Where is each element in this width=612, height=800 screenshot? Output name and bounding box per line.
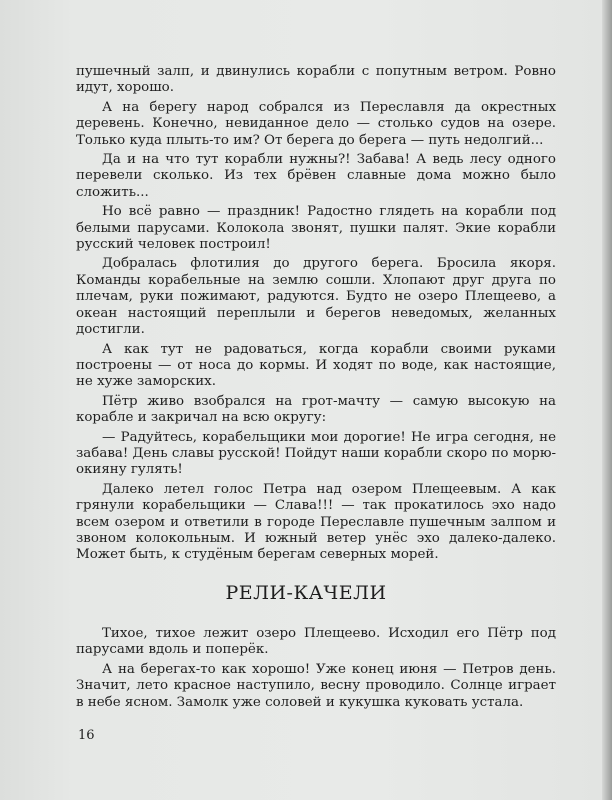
page-number: 16 <box>78 728 95 743</box>
section-title: РЕЛИ-КАЧЕЛИ <box>225 582 387 604</box>
paragraph: А на берегу народ собрался из Переславля да окрестных деревень. Конечно, невиданное дело — столько судов на озере. Только куда плыть-то им? От берега до берега — путь недолгий... <box>76 99 556 148</box>
paragraph: Но всё равно — праздник! Радостно глядеть на корабли под белыми парусами. Колокола звонят, пушки палят. Экие корабли русский человек построил! <box>76 204 556 253</box>
paragraph: — Радуйтесь, корабельщики мои дорогие! Не игра сегодня, не забава! День славы русской! Пойдут наши корабли скоро по морю-окияну гулять! <box>76 429 556 478</box>
section-text <box>76 626 556 711</box>
paragraph: Тихое, тихое лежит озеро Плещеево. Исходил его Пётр под парусами вдоль и поперёк. <box>76 626 556 658</box>
paragraph: А как тут не радоваться, когда корабли своими руками построены — от носа до кормы. И ходят по воде, как настоящие, не хуже заморских. <box>76 341 556 390</box>
paragraph: Далеко летел голос Петра над озером Плещеевым. А как грянули корабельщики — Слава!!! — так прокатилось эхо надо всем озером и ответили в городе Переславле пушечным залпом и звоном колокольным. И южный ветер унёс эхо далеко-далеко. Может быть, к студёным берегам северных морей. <box>76 481 556 563</box>
paragraph: пушечный залп, и двинулись корабли с попутным ветром. Ровно идут, хорошо. <box>76 64 556 96</box>
paragraph: А на берегах-то как хорошо! Уже конец июня — Петров день. Значит, лето красное наступило, весну проводило. Солнце играет в небе ясном. Замолк уже соловей и кукушка куковать устала. <box>76 661 556 710</box>
page-edge-shadow <box>602 0 612 800</box>
paragraph: Добралась флотилия до другого берега. Бросила якоря. Команды корабельные на землю сошли. Хлопают друг друга по плечам, руки пожимают, радуются. Будто не озеро Плещеево, а океан настоящий переплыли и берегов неведомых, желанных достигли. <box>76 256 556 338</box>
paragraph: Пётр живо взобрался на грот-мачту — самую высокую на корабле и закричал на всю округу: <box>76 393 556 426</box>
paragraph: Да и на что тут корабли нужны?! Забава! А ведь лесу одного перевели сколько. Из тех брёвен славные дома можно было сложить... <box>76 152 556 200</box>
main-text <box>76 64 556 564</box>
